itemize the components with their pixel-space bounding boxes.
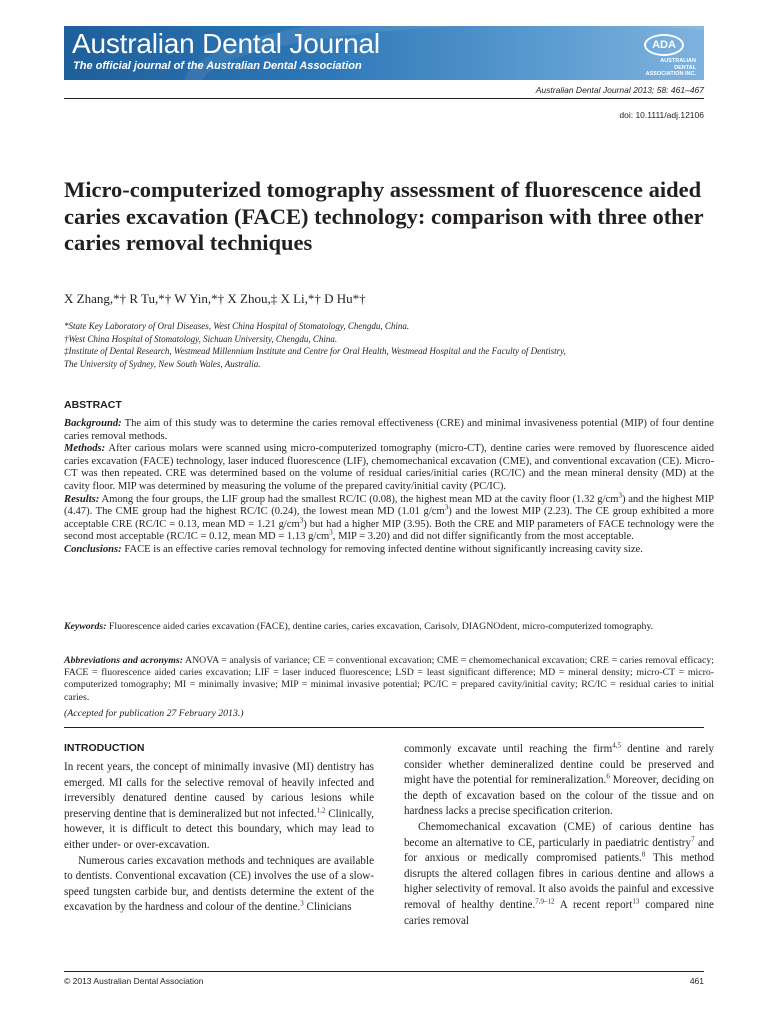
ada-logo-icon [638,34,696,77]
journal-tagline: The official journal of the Australian Dental Association [73,60,362,72]
introduction-heading: INTRODUCTION [64,742,145,754]
abbreviations-label: Abbreviations and acronyms: [64,655,183,666]
paragraph [404,820,714,929]
header-divider [64,98,704,99]
superscript: 3 [299,516,304,525]
paragraph-text: Clinicians [303,901,352,914]
paragraph-text: Numerous caries excavation methods and techniques are available to dentists. Conventional excavation (CE) involves the use of a slow-speed tungsten carbide bur, and dentists determine the extent of the excavation by the hardness and colour of the dentine. [64,854,374,914]
paragraph [64,760,374,854]
conclusions-label: Conclusions: [64,543,122,555]
results-text: ) but had a higher MIP (3.95). Both the CRE and MIP parameters of FACE technology were the second most acceptable (RC/IC = 0.12, mean MD = 1.13 g/cm [64,518,714,543]
body-column-right [404,742,714,929]
keywords [64,621,714,633]
reference-link[interactable]: 1,2 [316,806,326,815]
paragraph-text: commonly excavate until reaching the firm [404,743,613,755]
results-text: ) and the highest MIP (4.47). The CME group had the highest RC/IC (0.24), the lowest mean MD (1.01 g/cm [64,493,714,518]
reference-link[interactable]: 4,5 [612,741,621,750]
abstract-heading: ABSTRACT [64,399,122,411]
abstract-methods [64,443,714,493]
ada-logo-subtext: AUSTRALIAN DENTAL ASSOCIATION INC. [645,58,696,77]
methods-text: After carious molars were scanned using micro-computerized tomography (micro-CT), dentine caries were removed by fluorescence aided caries excavation (FACE) technology, laser induced fluorescence (LIF), chemomechanical excavation (CME), and conventional excavation (CE). Micro-CT was then repeated. CRE was determined based on the volume of residual caries/initial caries (RC/IC) and the mean mineral density (MD) at the cavity floor. MIP was determined by measuring the volume of the prepared cavity/initial cavity (PC/IC). [64,443,714,492]
author-list: X Zhang,*† R Tu,*† W Yin,*† X Zhou,‡ X Li,*† D Hu*† [64,291,366,306]
background-text: The aim of this study was to determine the caries removal effectiveness (CRE) and minimal invasiveness potential (MIP) of four dentine caries removal methods. [64,418,714,442]
doi-link[interactable]: doi: 10.1111/adj.12106 [619,110,704,120]
paragraph [404,742,714,820]
accepted-date: (Accepted for publication 27 February 2013.) [64,708,244,719]
paragraph-text: In recent years, the concept of minimally invasive (MI) dentistry has emerged. MI calls for the selective removal of heavily infected and irreversibly denatured dentine caused by carious lesions while preserving dentine that is demineralized but not infected. [64,761,374,820]
results-text: Among the four groups, the LIF group had the smallest RC/IC (0.08), the highest mean MD at the cavity floor (1.32 g/cm [99,493,619,505]
abstract-divider [64,727,704,728]
footer-divider [64,971,704,972]
results-label: Results: [64,493,100,505]
reference-link[interactable]: 3 [300,899,304,908]
superscript: 3 [444,503,449,512]
paragraph-text: Moreover, deciding on the depth of excavation based on the colour of the tissue and on hardness lacks a precise specification criterion. [404,774,715,818]
results-text: ) and the lowest MIP (2.23). The CE group exhibited a more acceptable CRE (RC/IC = 0.13, mean MD = 1.21 g/cm [64,506,714,530]
reference-link[interactable]: 13 [632,897,640,906]
abstract-background [64,418,714,443]
affiliation-line: The University of Sydney, New South Wales, Australia. [64,358,261,369]
article-title: Micro-computerized tomography assessment of fluorescence aided caries excavation (FACE) technology: comparison with three other caries removal techniques [64,177,704,255]
ada-logo-mark: ADA [644,34,684,56]
journal-title: Australian Dental Journal [72,28,380,59]
paragraph-text: Chemomechanical excavation (CME) of carious dentine has become an alternative to CE, particularly in paediatric dentistry [404,820,714,849]
copyright-notice: © 2013 Australian Dental Association [64,976,204,986]
paragraph [64,854,374,916]
paragraph-text: and for anxious or medically compromised patients. [404,836,715,865]
paragraph-text: This method disrupts the altered collagen fibres in carious dentine and allows a higher selectivity of removal. It also avoids the painful and excessive removal of healthy dentine. [404,852,714,911]
conclusions-text: FACE is an effective caries removal technology for removing infected dentine without significantly increasing cavity size. [121,543,643,555]
paragraph-text: compared nine caries removal [404,898,714,927]
paragraph-text: A recent report [554,898,633,911]
reference-link[interactable]: 7 [691,834,695,843]
superscript: 3 [329,528,333,537]
paragraph-text: Clinically, however, it is difficult to detect this boundary, which may lead to either under- or over-excavation. [64,807,375,851]
abstract-results [64,491,714,544]
journal-masthead [64,26,704,80]
affiliation-line: *State Key Laboratory of Oral Diseases, West China Hospital of Stomatology, Chengdu, China. [64,321,410,331]
abbreviations [64,655,714,704]
keywords-text: Fluorescence aided caries excavation (FACE), dentine caries, caries excavation, Carisolv, DIAGNOdent, micro-computerized tomography. [106,621,654,632]
abstract-body [64,418,714,557]
affiliation-line: ‡Institute of Dental Research, Westmead Millennium Institute and Centre for Oral Health, Westmead Hospital and the Faculty of Dentistry, [64,346,566,356]
journal-citation: Australian Dental Journal 2013; 58: 461–467 [535,85,704,95]
page-number: 461 [689,976,704,986]
background-label: Background: [64,418,122,429]
affiliations [64,320,714,370]
keywords-label: Keywords: [64,621,107,632]
body-column-left [64,742,374,916]
affiliation-line: †West China Hospital of Stomatology, Sichuan University, Chengdu, China. [64,333,338,344]
reference-link[interactable]: 6 [606,772,610,781]
abstract-conclusions [64,544,714,557]
methods-label: Methods: [64,443,106,455]
results-text: , MIP = 3.20) and did not differ significantly from the most acceptable. [332,531,634,543]
abbreviations-text: ANOVA = analysis of variance; CE = conventional excavation; CME = chemomechanical excavation; CRE = caries removal efficacy; FACE = fluorescence aided caries excavation; LIF = laser induced fluorescence; LSD = least significant difference; MD = mineral density; micro-CT = micro-computerized tomography; MI = minimally invasive; MIP = minimal invasive potential; PC/IC = prepared cavity/initial cavity; RC/IC = residual caries to initial caries. [64,655,714,703]
reference-link[interactable]: 7,9–12 [535,897,555,906]
paragraph-text: dentine and rarely consider whether demineralized dentine could be preserved and might have the potential for remineralization. [404,743,715,787]
superscript: 3 [618,491,622,500]
reference-link[interactable]: 8 [641,850,646,859]
